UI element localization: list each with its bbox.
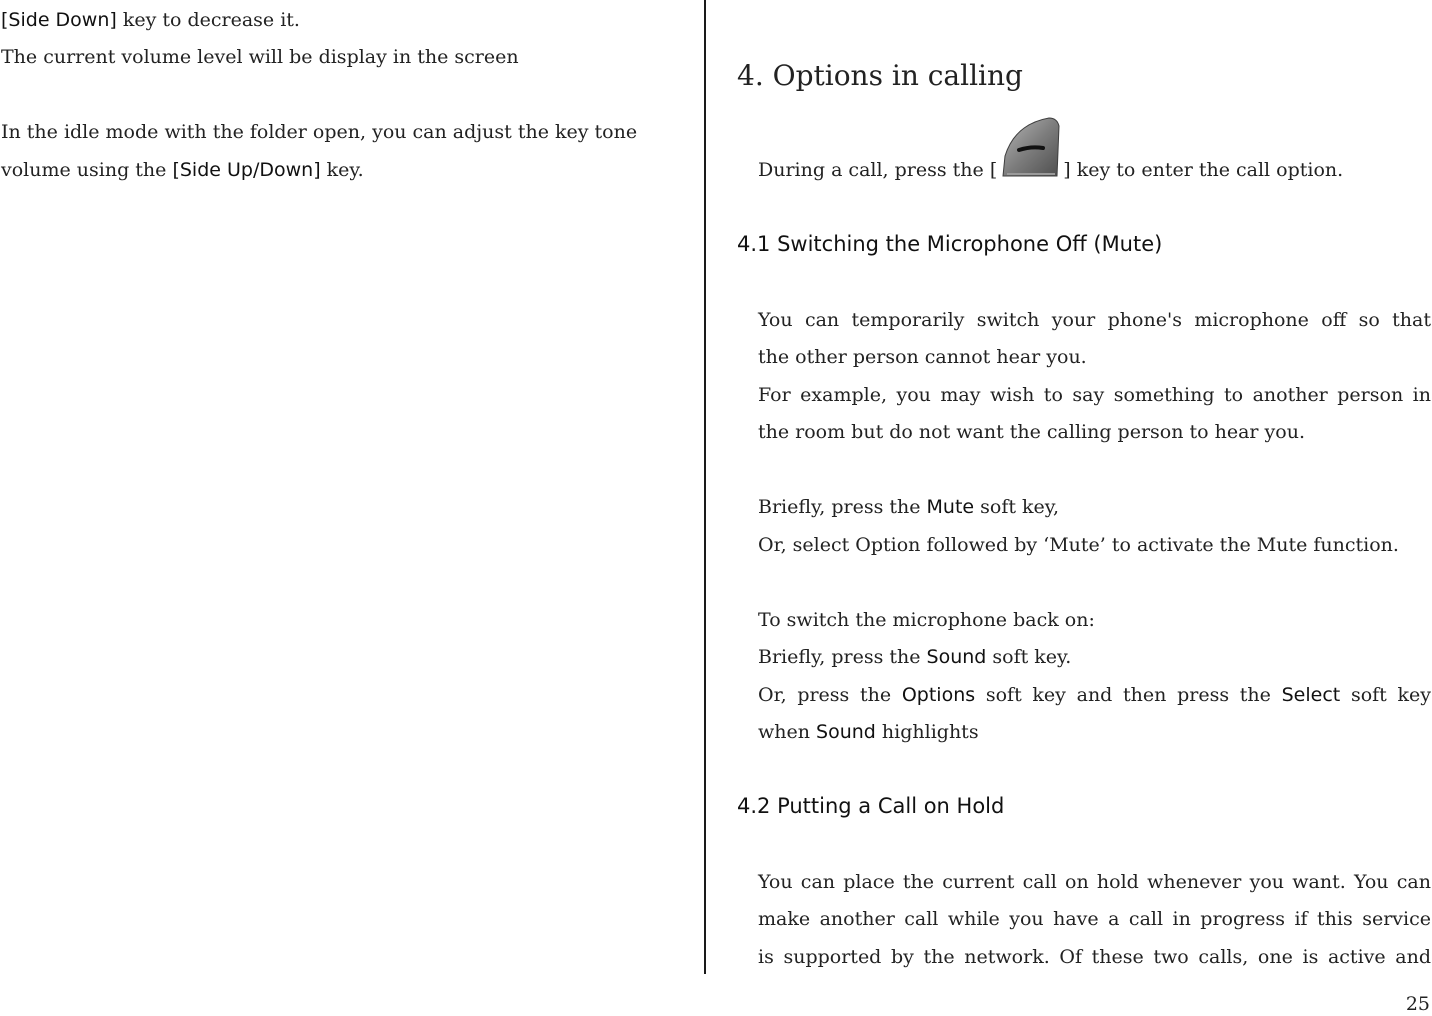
page-number: 25 <box>1405 993 1430 1015</box>
minus-soft-key-icon <box>997 116 1063 182</box>
mute-key-label: Mute <box>926 496 975 518</box>
hold-para-line-1: You can place the current call on hold whenever you want. You can <box>758 871 1431 893</box>
left-text-line-1: [Side Down] key to decrease it. <box>1 9 300 31</box>
unmute-line-3: Or, press the Options soft key and then press the Select soft key <box>758 684 1432 706</box>
hold-para-line-3: is supported by the network. Of these two calls, one is active and <box>758 946 1431 968</box>
mute-para-line-3: For example, you may wish to say something to another person in <box>758 384 1431 406</box>
select-key-label: Select <box>1281 684 1341 706</box>
mute-para-line-1: You can temporarily switch your phone's microphone off so that <box>758 309 1431 331</box>
heading-4-2: 4.2 Putting a Call on Hold <box>737 794 1005 818</box>
heading-4-1: 4.1 Switching the Microphone Off (Mute) <box>737 232 1163 256</box>
left-text-line-4: volume using the [Side Up/Down] key. <box>1 159 364 181</box>
sound-highlight-label: Sound <box>816 721 876 743</box>
mute-step-line-2: Or, select Option followed by ‘Mute’ to activate the Mute function. <box>758 534 1399 556</box>
left-text-line-2: The current volume level will be display in the screen <box>1 46 519 68</box>
options-key-label: Options <box>901 684 976 706</box>
side-down-key-label: [Side Down] <box>1 9 117 31</box>
left-text-line-3: In the idle mode with the folder open, you can adjust the key tone <box>1 121 638 143</box>
unmute-line-2: Briefly, press the Sound soft key. <box>758 646 1072 668</box>
unmute-line-1: To switch the microphone back on: <box>758 609 1095 631</box>
hold-para-line-2: make another call while you have a call in progress if this service <box>758 908 1431 930</box>
mute-para-line-2: the other person cannot hear you. <box>758 346 1087 368</box>
mute-para-line-4: the room but do not want the calling person to hear you. <box>758 421 1305 443</box>
unmute-line-4: when Sound highlights <box>758 721 979 743</box>
section-title: 4. Options in calling <box>737 59 1023 92</box>
sound-key-label: Sound <box>926 646 987 668</box>
mute-step-line-1: Briefly, press the Mute soft key, <box>758 496 1060 518</box>
side-up-down-key-label: [Side Up/Down] <box>172 159 321 181</box>
column-divider <box>704 0 706 974</box>
intro-line: During a call, press the [ ] key to enter the call option. <box>758 158 1343 182</box>
